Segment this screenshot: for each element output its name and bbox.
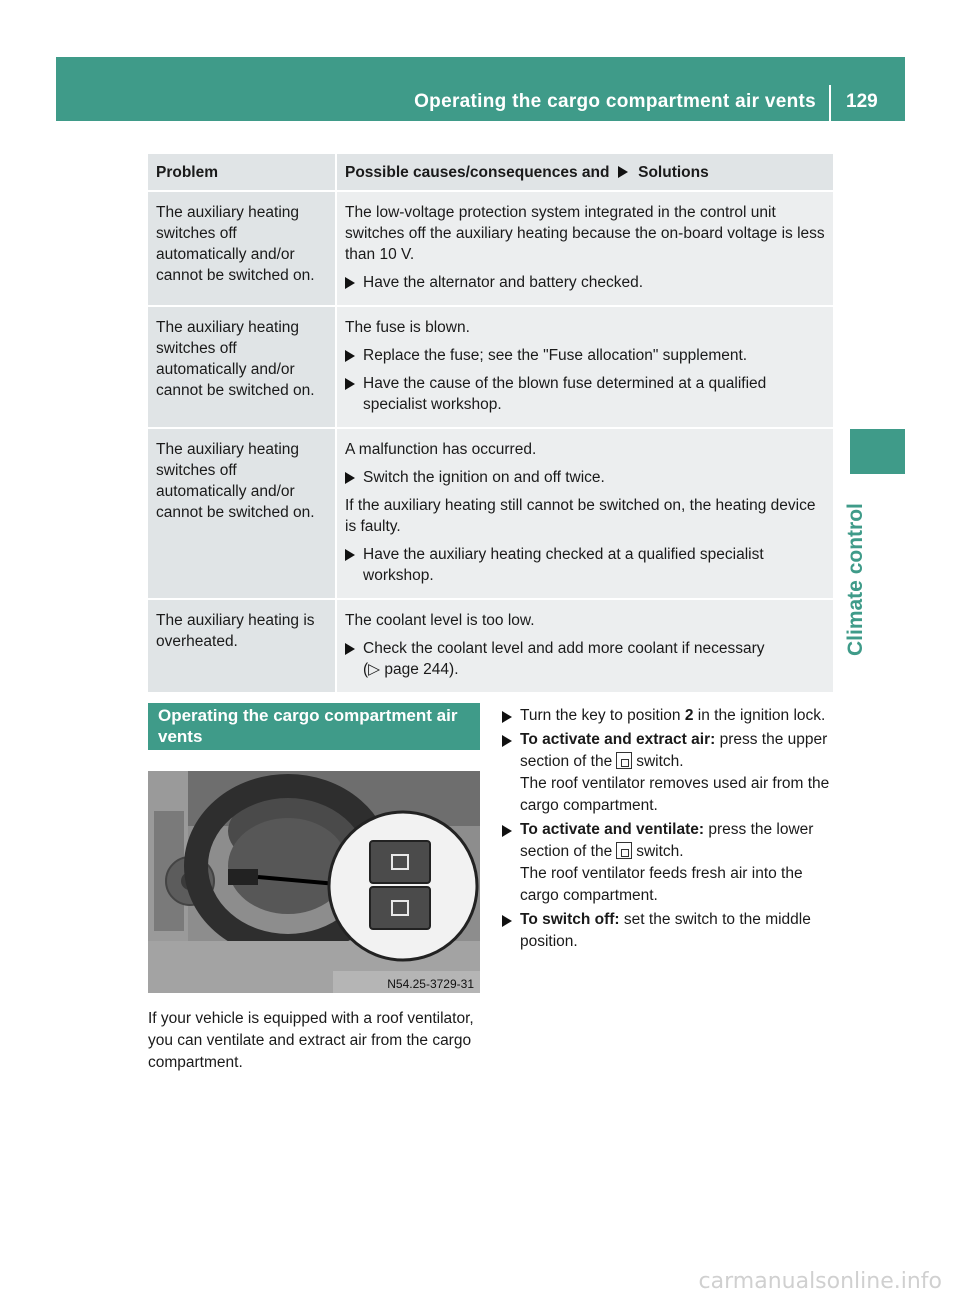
page-reference-link[interactable]: (▷ page 244).	[363, 661, 459, 678]
chapter-tab[interactable]	[850, 429, 905, 474]
header-title: Operating the cargo compartment air vents	[414, 91, 816, 112]
problem-cell: The auxiliary heating switches off automatically and/or cannot be switched on.	[148, 429, 335, 600]
action-text: Have the auxiliary heating checked at a qualified specialist workshop.	[363, 546, 764, 584]
column-header-solutions-text: Possible causes/consequences and	[345, 163, 610, 181]
step-result: The roof ventilator feeds fresh air into the cargo compartment.	[520, 865, 803, 904]
solution-cell	[335, 429, 833, 600]
table-row	[148, 307, 833, 429]
note-text: If the auxiliary heating still cannot be switched on, the heating device is faulty.	[345, 497, 816, 535]
action-item	[345, 345, 825, 366]
step-item	[502, 819, 837, 907]
action-arrow-icon	[345, 378, 355, 390]
action-item	[345, 373, 825, 415]
cause-text: The fuse is blown.	[345, 319, 470, 336]
step-text: switch.	[636, 753, 684, 770]
watermark: carmanualsonline.info	[698, 1269, 942, 1294]
action-text: Have the alternator and battery checked.	[363, 274, 644, 291]
section-heading: Operating the cargo compartment air vents	[148, 703, 480, 750]
table-row	[148, 600, 833, 694]
instruction-steps	[502, 705, 837, 955]
step-text: Turn the key to position	[520, 707, 681, 724]
step-item	[502, 705, 837, 727]
chapter-label: Climate control	[844, 503, 867, 656]
step-label: To switch off:	[520, 911, 620, 928]
action-arrow-icon	[345, 549, 355, 561]
action-text: Replace the fuse; see the "Fuse allocation" supplement.	[363, 347, 748, 364]
cause-text: The coolant level is too low.	[345, 612, 535, 629]
action-text: Check the coolant level and add more coolant if necessary	[363, 640, 765, 657]
dashboard-switch-illustration	[148, 771, 480, 993]
step-text: press the upper section of the	[520, 731, 828, 770]
action-text: Have the cause of the blown fuse determined at a qualified specialist workshop.	[363, 375, 767, 413]
step-label: To activate and ventilate:	[520, 821, 705, 838]
action-arrow-icon	[502, 915, 512, 927]
step-text: press the lower section of the	[520, 821, 814, 860]
action-arrow-icon	[345, 643, 355, 655]
ventilate-switch-icon	[616, 842, 632, 859]
column-header-solutions	[335, 154, 833, 192]
column-header-problem: Problem	[148, 154, 335, 192]
cause-text: A malfunction has occurred.	[345, 441, 537, 458]
solution-cell	[335, 192, 833, 307]
step-item	[502, 729, 837, 817]
problem-cell: The auxiliary heating switches off automatically and/or cannot be switched on.	[148, 307, 335, 429]
step-result: The roof ventilator removes used air from the cargo compartment.	[520, 775, 830, 814]
cause-text: The low-voltage protection system integrated in the control unit switches off the auxiliary heating because the on-board voltage is less than 10 V.	[345, 204, 825, 263]
problem-cell: The auxiliary heating is overheated.	[148, 600, 335, 694]
step-label: To activate and extract air:	[520, 731, 716, 748]
action-arrow-icon	[345, 350, 355, 362]
action-item	[345, 467, 825, 488]
action-text: Switch the ignition on and off twice.	[363, 469, 605, 486]
solution-cell	[335, 307, 833, 429]
action-arrow-icon	[502, 825, 512, 837]
extract-air-switch-icon	[616, 752, 632, 769]
action-item	[345, 638, 825, 680]
page-header	[56, 57, 905, 121]
step-item	[502, 909, 837, 953]
page-number: 129	[846, 91, 878, 112]
action-arrow-icon	[345, 277, 355, 289]
key-position: 2	[684, 707, 694, 724]
image-code: N54.25-3729-31	[387, 977, 474, 991]
problem-cell: The auxiliary heating switches off automatically and/or cannot be switched on.	[148, 192, 335, 307]
action-arrow-icon	[502, 735, 512, 747]
table-row	[148, 429, 833, 600]
action-item	[345, 544, 825, 586]
column-header-solutions-suffix: Solutions	[638, 163, 709, 181]
step-text: switch.	[636, 843, 684, 860]
action-arrow-icon	[502, 711, 512, 723]
solution-cell	[335, 600, 833, 694]
intro-text: If your vehicle is equipped with a roof ventilator, you can ventilate and extract air from the cargo compartment.	[148, 1010, 474, 1071]
action-arrow-icon	[345, 472, 355, 484]
action-arrow-icon	[618, 166, 630, 178]
table-row	[148, 192, 833, 307]
action-item	[345, 272, 825, 293]
table-header-row	[148, 154, 833, 192]
header-divider	[829, 85, 831, 121]
troubleshooting-table	[148, 154, 833, 694]
step-text: set the switch to the middle position.	[520, 911, 811, 950]
step-text: in the ignition lock.	[697, 707, 826, 724]
